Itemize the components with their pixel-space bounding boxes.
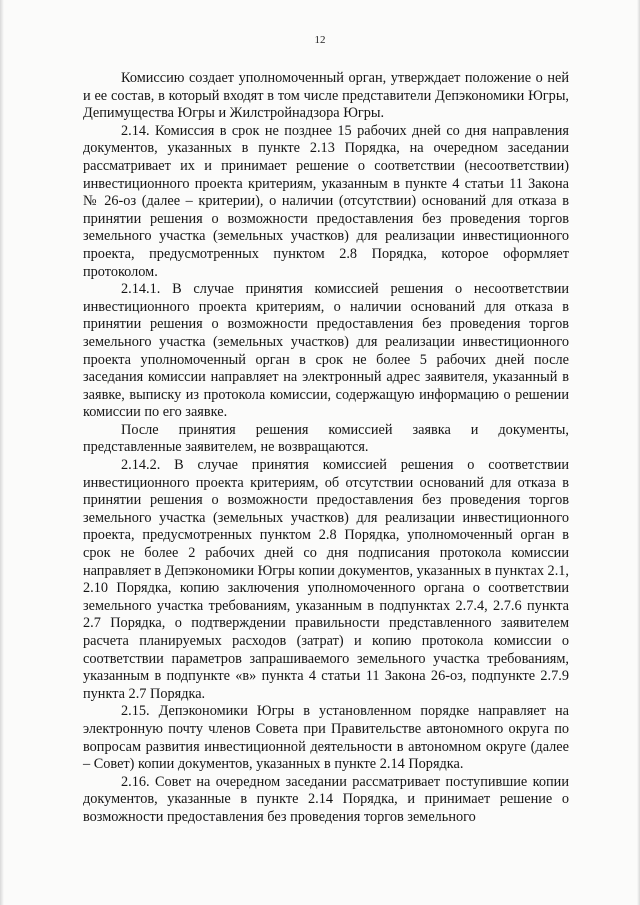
document-body xyxy=(83,70,569,827)
paragraph-documents-not-returned: После принятия решения комиссией заявка и документы, представленные заявителем, не возвращаются. xyxy=(83,421,569,456)
paragraph-2-15: 2.15. Депэкономики Югры в установленном порядке направляет на электронную почту членов Совета при Правительстве автономного округа по вопросам развития инвестиционной деятельности в автономном округе (далее – Совет) копии документов, указанных в пункте 2.14 Порядка. xyxy=(83,703,569,773)
paragraph-2-14: 2.14. Комиссия в срок не позднее 15 рабочих дней со дня направления документов, указанных в пункте 2.13 Порядка, на очередном заседании рассматривает их и принимает решение о соответствии (несоответствии) инвестиционного проекта критериям, указанным в пункте 4 статьи 11 Закона № 26-оз (далее – критерии), о наличии (отсутствии) оснований для отказа в принятии решения о возможности предоставления без проведения торгов земельного участка (земельных участков) для реализации инвестиционного проекта, предусмотренных пунктом 2.8 Порядка, которое оформляет протоколом. xyxy=(83,122,569,280)
paragraph-2-16: 2.16. Совет на очередном заседании рассматривает поступившие копии документов, указанные в пункте 2.14 Порядка, и принимает решение о возможности предоставления без проведения торгов земельного xyxy=(83,773,569,825)
page-number: 12 xyxy=(314,34,326,46)
paragraph-2-14-2: 2.14.2. В случае принятия комиссией решения о соответствии инвестиционного проекта критериям, об отсутствии оснований для отказа в принятии решения о возможности предоставления без проведения торгов земельного участка (земельных участков) для реализации инвестиционного проекта, предусмотренных пунктом 2.8 Порядка, уполномоченный орган в срок не более 2 рабочих дней со дня подписания протокола комиссии направляет в Депэкономики Югры копии документов, указанных в пунктах 2.1, 2.10 Порядка, копию заключения уполномоченного органа о соответствии земельного участка требованиям, указанным в подпунктах 2.7.4, 2.7.6 пункта 2.7 Порядка, о подтверждении правильности представленного заявителем расчета планируемых расходов (затрат) и копию протокола комиссии о соответствии параметров запрашиваемого земельного участка требованиям, указанным в подпункте «в» пункта 4 статьи 11 Закона 26-оз, подпункте 2.7.9 пункта 2.7 Порядка. xyxy=(83,457,569,702)
paragraph-commission-formation: Комиссию создает уполномоченный орган, утверждает положение о ней и ее состав, в который входят в том числе представители Депэкономики Югры, Депимущества Югры и Жилстройнадзора Югры. xyxy=(83,70,569,122)
paragraph-2-14-1: 2.14.1. В случае принятия комиссией решения о несоответствии инвестиционного проекта критериям, о наличии оснований для отказа в принятии решения о возможности предоставления без проведения торгов земельного участка (земельных участков) для реализации инвестиционного проекта уполномоченный орган в срок не более 5 рабочих дней после заседания комиссии направляет на электронный адрес заявителя, указанный в заявке, выписку из протокола комиссии, содержащую информацию о решении комиссии по его заявке. xyxy=(83,281,569,421)
